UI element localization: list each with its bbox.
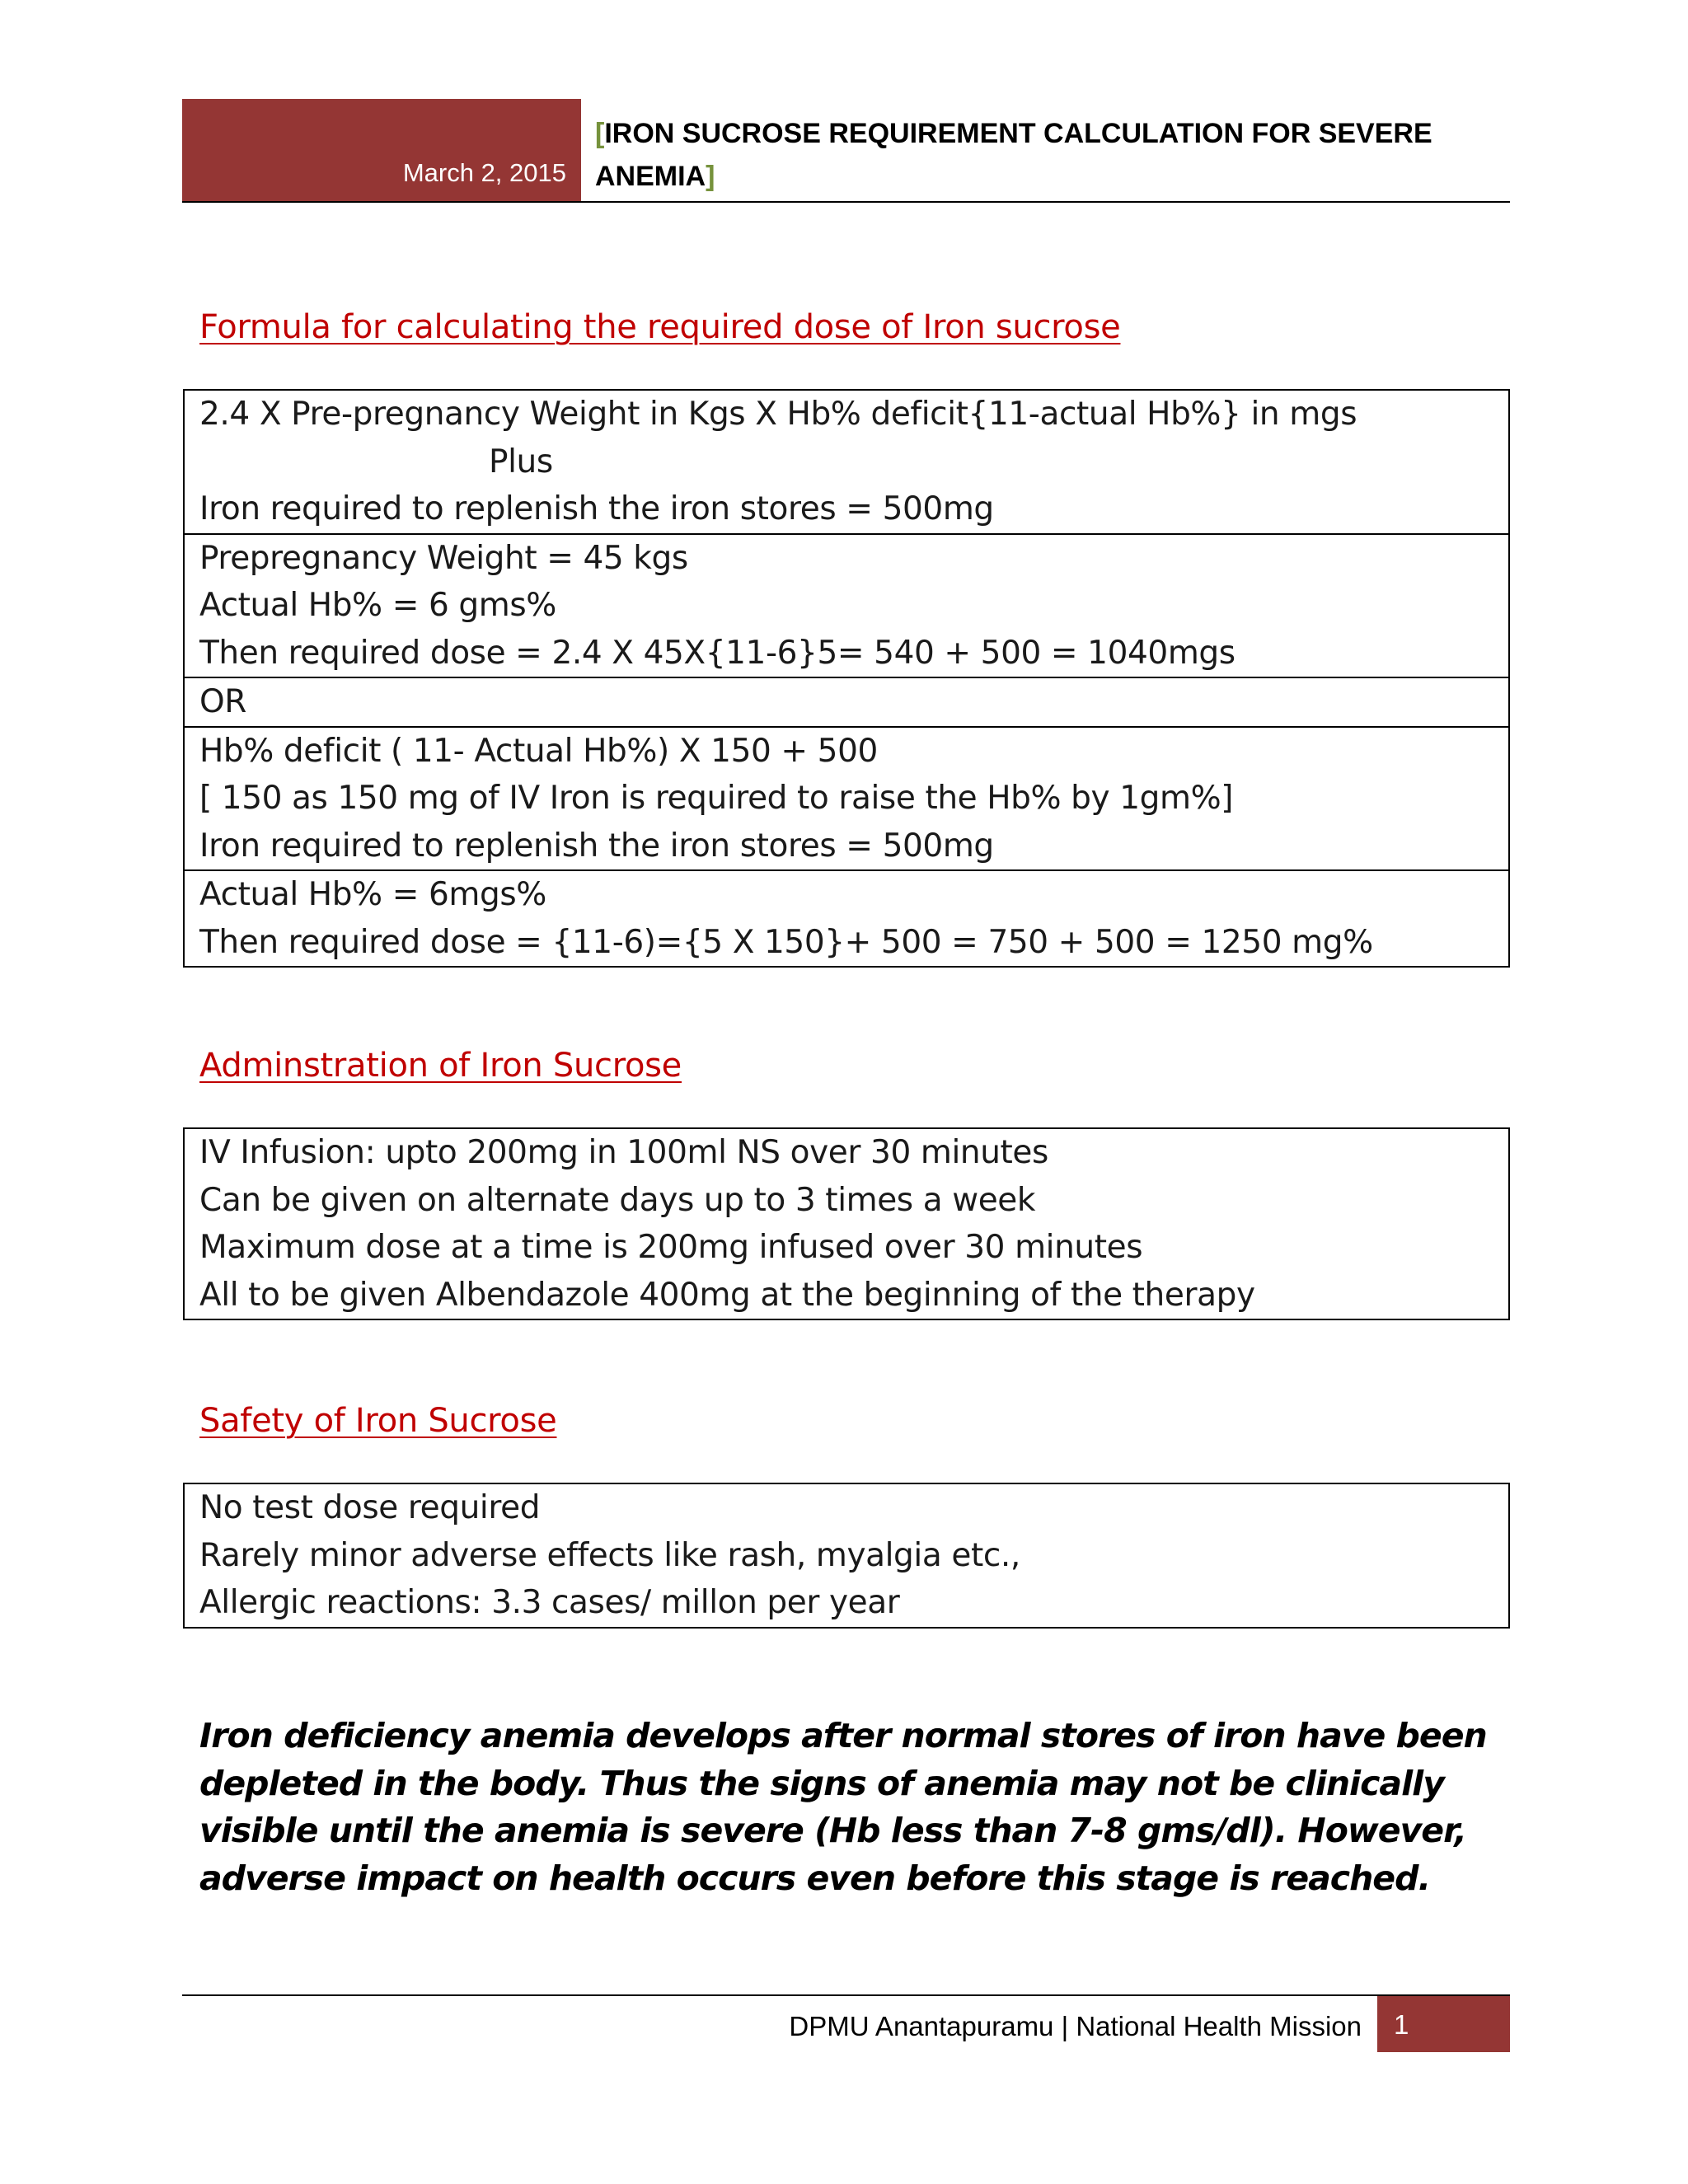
title-bracket-open: [ — [595, 118, 605, 149]
safety-cell — [185, 1484, 1508, 1627]
administration-line: Maximum dose at a time is 200mg infused over 30 minutes — [199, 1229, 1143, 1266]
formula-line: Then required dose = 2.4 X 45X{11-6}5= 540 + 500 = 1040mgs — [199, 634, 1236, 672]
formula-cell-5 — [185, 869, 1508, 966]
administration-line: Can be given on alternate days up to 3 times a week — [199, 1181, 1036, 1219]
formula-line: Actual Hb% = 6mgs% — [199, 876, 546, 913]
safety-heading: Safety of Iron Sucrose — [199, 1402, 557, 1440]
header-date-block — [182, 99, 581, 201]
administration-line: All to be given Albendazole 400mg at the beginning of the therapy — [199, 1276, 1255, 1314]
formula-cell-4 — [185, 726, 1508, 870]
formula-table — [183, 389, 1510, 968]
formula-line: Iron required to replenish the iron stores = 500mg — [199, 490, 994, 527]
document-title — [595, 112, 1502, 198]
administration-box — [183, 1127, 1510, 1320]
safety-line: No test dose required — [199, 1489, 541, 1526]
footer-text: DPMU Anantapuramu | National Health Mission — [789, 2011, 1362, 2041]
formula-line: Iron required to replenish the iron stores = 500mg — [199, 827, 994, 865]
formula-line: Hb% deficit ( 11- Actual Hb%) X 150 + 500 — [199, 732, 878, 770]
administration-cell — [185, 1129, 1508, 1319]
administration-line: IV Infusion: upto 200mg in 100ml NS over 30 minutes — [199, 1134, 1048, 1171]
formula-line: OR — [199, 683, 246, 720]
formula-line: Plus — [489, 443, 553, 480]
safety-box — [183, 1483, 1510, 1629]
document-title-line-1 — [595, 112, 1502, 155]
header-divider — [182, 201, 1510, 203]
header-date: March 2, 2015 — [402, 158, 566, 187]
formula-line: Then required dose = {11-6)={5 X 150}+ 500 = 750 + 500 = 1250 mg% — [199, 923, 1373, 961]
safety-line: Rarely minor adverse effects like rash, myalgia etc., — [199, 1536, 1020, 1574]
formula-cell-2 — [185, 533, 1508, 677]
formula-line: [ 150 as 150 mg of IV Iron is required to raise the Hb% by 1gm%] — [199, 780, 1234, 817]
formula-heading: Formula for calculating the required dose of Iron sucrose — [199, 308, 1121, 346]
formula-line: Prepregnancy Weight = 45 kgs — [199, 539, 688, 577]
formula-line: 2.4 X Pre-pregnancy Weight in Kgs X Hb% deficit{11-actual Hb%} in mgs — [199, 396, 1357, 433]
page-number: 1 — [1394, 2009, 1409, 2040]
administration-heading: Adminstration of Iron Sucrose — [199, 1047, 682, 1085]
title-text-1: IRON SUCROSE REQUIREMENT CALCULATION FOR SEVERE — [604, 118, 1432, 149]
title-bracket-close: ] — [706, 161, 715, 192]
document-title-line-2 — [595, 155, 1502, 198]
anemia-note: Iron deficiency anemia develops after normal stores of iron have been depleted in the body. Thus the signs of anemia may not be clinically visible until the anemia is severe (Hb less than 7-8 gms/dl). However, adverse impact on health occurs even before this stage is reached. — [199, 1716, 1487, 1898]
title-text-2: ANEMIA — [595, 161, 706, 192]
formula-line: Actual Hb% = 6 gms% — [199, 587, 556, 624]
footer-page-block — [1377, 1996, 1510, 2052]
formula-cell-1 — [185, 391, 1508, 533]
footer-divider — [182, 1994, 1510, 1996]
formula-cell-3 — [185, 677, 1508, 726]
safety-line: Allergic reactions: 3.3 cases/ millon per year — [199, 1584, 900, 1621]
